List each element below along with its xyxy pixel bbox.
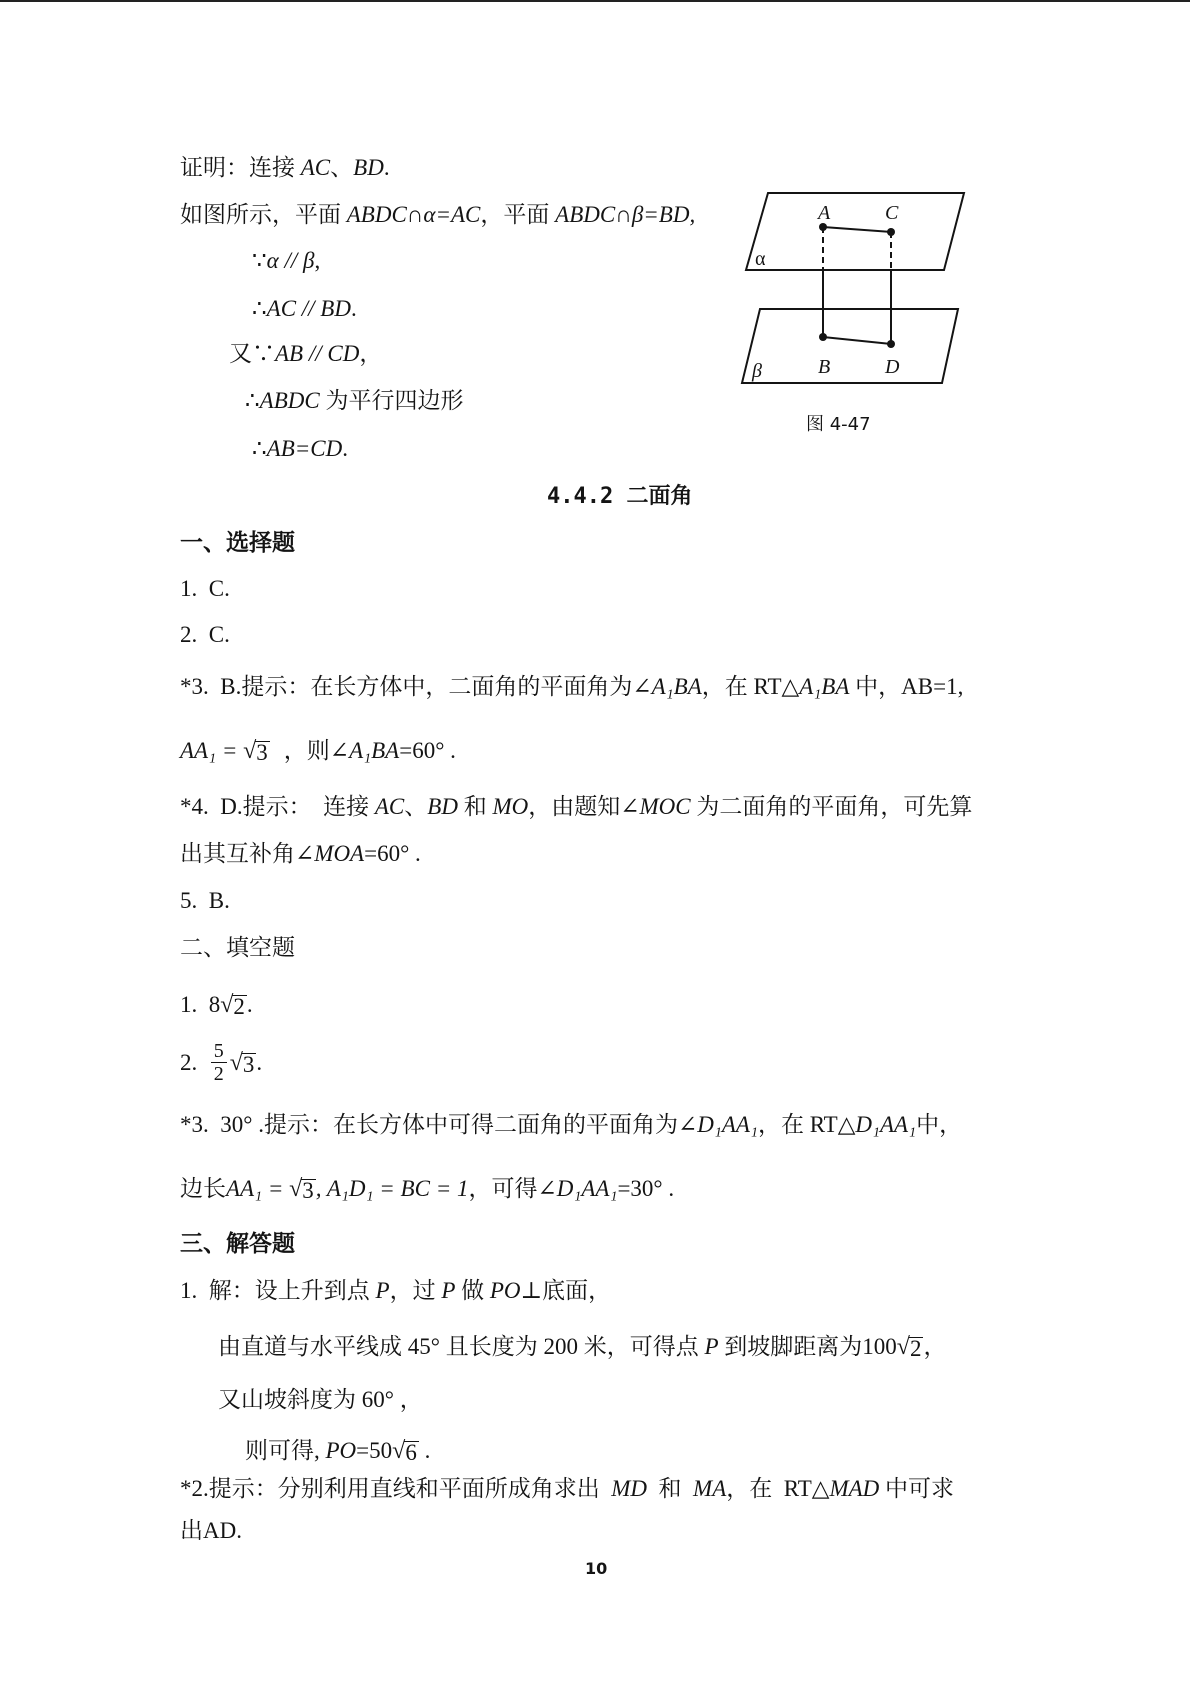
- text: 出AD.: [180, 1518, 242, 1543]
- math-expr: MO: [492, 794, 529, 819]
- choice-answer-5: [180, 886, 230, 916]
- sqrt-expr: [243, 738, 270, 764]
- text: .: [342, 436, 348, 461]
- text: 如图所示，平面: [180, 202, 347, 227]
- math-expr: MD: [611, 1476, 648, 1501]
- radical-sign: √: [220, 992, 234, 1018]
- text: 2. C.: [180, 622, 230, 647]
- parallel-planes-figure: [735, 185, 970, 395]
- text: 1. 解：设上升到点: [180, 1278, 376, 1303]
- proof-line-4: [252, 294, 357, 324]
- text: 和: [647, 1476, 694, 1501]
- segment-bd: [823, 337, 891, 344]
- math-expr: MA: [693, 1476, 727, 1501]
- math-expr: BD: [353, 155, 384, 180]
- sqrt-expr: [230, 1050, 257, 1076]
- math-expr: A₁BA: [799, 674, 850, 699]
- choice-answer-4-line-2: [180, 839, 421, 869]
- segment-ac: [823, 227, 891, 232]
- text: =60° .: [399, 738, 456, 763]
- fill-answer-3-line-2: [180, 1174, 674, 1204]
- label-c: C: [885, 202, 899, 224]
- choice-answer-3-line-1: [180, 672, 963, 702]
- text: 出其互补角∠: [180, 841, 315, 866]
- text: ，则∠: [283, 738, 350, 763]
- text: ，可得∠: [468, 1176, 557, 1201]
- text: ，由题知∠: [528, 794, 640, 819]
- denominator: 2: [213, 1063, 224, 1085]
- text: 证明：连接: [180, 155, 301, 180]
- choice-answer-4-line-1: [180, 792, 972, 822]
- text: ，: [359, 341, 383, 366]
- text: 又∵: [229, 341, 275, 366]
- sqrt-expr: [392, 1438, 419, 1464]
- fill-answer-3-line-1: [180, 1110, 962, 1140]
- math-expr: AC // BD: [266, 296, 351, 321]
- solve-answer-2-line-2: [180, 1516, 242, 1546]
- math-expr: AA₁ =: [180, 738, 244, 763]
- proof-line-5: [229, 339, 382, 369]
- text: ⊥底面，: [520, 1278, 612, 1303]
- heading-text: 一、选择题: [180, 530, 295, 555]
- fill-answer-2: [180, 1040, 262, 1085]
- text: 为二面角的平面角，可先算: [690, 794, 973, 819]
- text: .: [246, 992, 253, 1017]
- text: *3. 30° .提示：在长方体中可得二面角的平面角为∠: [180, 1112, 698, 1137]
- text: .: [256, 1049, 263, 1075]
- heading-solve: [180, 1229, 295, 1259]
- text: 2.: [180, 1049, 209, 1075]
- text: ∵: [252, 248, 267, 273]
- radicand: 6: [405, 1440, 417, 1465]
- figure-caption: 图 4-47: [806, 414, 871, 435]
- proof-line-2: [180, 200, 695, 230]
- radicand: 2: [233, 994, 245, 1019]
- text: ∴: [252, 296, 267, 321]
- math-coefficient: 100: [862, 1334, 897, 1359]
- math-expr: , A₁D₁ = BC = 1: [315, 1176, 469, 1201]
- text: ，在 RT△: [757, 1112, 856, 1137]
- math-expr: AB // CD: [275, 341, 360, 366]
- label-d: D: [885, 356, 900, 378]
- math-expr: D₁AA₁: [697, 1112, 758, 1137]
- plane-alpha: [746, 193, 964, 270]
- text: .: [418, 1438, 431, 1463]
- heading-text: 三、解答题: [180, 1231, 295, 1256]
- radical-sign: √: [289, 1176, 303, 1202]
- proof-line-7: [252, 434, 348, 464]
- text: 做: [455, 1278, 490, 1303]
- math-expr: AC: [300, 155, 331, 180]
- text: =60° .: [364, 841, 421, 866]
- math-expr: ABDC∩α=AC: [346, 202, 481, 227]
- text: *4. D.提示： 连接: [180, 794, 375, 819]
- text: 为平行四边形: [319, 388, 464, 413]
- radical-sign: √: [896, 1334, 910, 1360]
- point-d: [887, 340, 895, 348]
- text: *3. B.提示：在长方体中，二面角的平面角为∠: [180, 674, 652, 699]
- solve-answer-1-line-1: [180, 1276, 611, 1306]
- numerator: 5: [211, 1040, 227, 1063]
- section-title: [547, 482, 692, 512]
- fraction: [211, 1040, 227, 1085]
- heading-text: 二、填空题: [180, 935, 295, 960]
- label-beta: β: [752, 360, 762, 382]
- plane-beta: [742, 309, 958, 383]
- text: ∴: [252, 436, 267, 461]
- math-expr: PO: [325, 1438, 357, 1463]
- text: 中可求: [879, 1476, 955, 1501]
- text: .: [350, 296, 357, 321]
- text: ，在 RT△: [701, 674, 800, 699]
- solve-answer-1-line-2: [218, 1332, 946, 1362]
- sqrt-expr: [220, 992, 247, 1018]
- text: ，: [923, 1334, 947, 1359]
- text: 到坡脚距离为: [718, 1334, 863, 1359]
- text: 1. C.: [180, 576, 230, 601]
- choice-answer-3-line-2: [180, 736, 456, 766]
- choice-answer-1: [180, 574, 230, 604]
- top-rule: [0, 0, 1190, 2]
- point-a: [819, 223, 827, 231]
- point-c: [887, 228, 895, 236]
- text: 、: [404, 794, 428, 819]
- math-expr: MAD: [829, 1476, 880, 1501]
- math-expr: P: [441, 1278, 456, 1303]
- text: 、: [330, 155, 354, 180]
- text: 由直道与水平线成 45° 且长度为 200 米，可得点: [218, 1334, 705, 1359]
- text: .: [383, 155, 390, 180]
- solve-answer-2-line-1: [180, 1474, 954, 1504]
- radicand: 3: [302, 1178, 314, 1203]
- text: 边长: [180, 1176, 226, 1201]
- radicand: 3: [256, 740, 268, 765]
- fill-answer-1: [180, 990, 253, 1020]
- math-expr: MOC: [639, 794, 691, 819]
- text: 中，AB=1,: [849, 674, 964, 699]
- solve-answer-1-line-4: [245, 1436, 430, 1466]
- text: 和: [457, 794, 493, 819]
- math-coefficient: 8: [208, 992, 221, 1017]
- label-alpha: α: [755, 248, 766, 270]
- proof-line-3: [252, 246, 320, 276]
- choice-answer-2: [180, 620, 230, 650]
- radical-sign: √: [392, 1438, 406, 1464]
- radicand: 3: [242, 1051, 255, 1077]
- label-b: B: [818, 356, 831, 378]
- text: =50: [356, 1438, 393, 1463]
- heading-choice: [180, 528, 295, 558]
- heading-fill: [180, 933, 295, 963]
- math-expr: D₁AA₁: [556, 1176, 618, 1201]
- point-b: [819, 333, 827, 341]
- text: =30° .: [617, 1176, 675, 1201]
- text: 又山坡斜度为 60° ，: [218, 1387, 423, 1412]
- section-title-text: 4.4.2 二面角: [547, 484, 693, 509]
- math-expr: ABDC: [259, 388, 320, 413]
- math-expr: ABDC∩β=BD,: [555, 202, 696, 227]
- math-expr: P: [375, 1278, 390, 1303]
- math-expr: MOA: [314, 841, 365, 866]
- math-expr: D₁AA₁: [855, 1112, 917, 1137]
- text: *2.提示：分别利用直线和平面所成角求出: [180, 1476, 612, 1501]
- text: 中，: [916, 1112, 963, 1137]
- text: 1.: [180, 992, 209, 1017]
- text: ，过: [389, 1278, 442, 1303]
- math-expr: AC: [374, 794, 405, 819]
- text: 5. B.: [180, 888, 230, 913]
- text: ，在 RT△: [726, 1476, 830, 1501]
- math-expr: PO: [489, 1278, 521, 1303]
- text: ,: [314, 248, 321, 273]
- sqrt-expr: [897, 1334, 924, 1360]
- radical-sign: √: [229, 1049, 243, 1076]
- radical-sign: √: [243, 738, 257, 764]
- text: ∴: [245, 388, 260, 413]
- math-expr: P: [704, 1334, 719, 1359]
- math-expr: A₁BA: [349, 738, 400, 763]
- proof-line-6: [245, 386, 463, 416]
- math-expr: BD: [427, 794, 458, 819]
- label-a: A: [818, 202, 831, 224]
- radicand: 2: [909, 1336, 922, 1361]
- proof-line-1: [180, 153, 390, 183]
- solve-answer-1-line-3: [218, 1385, 423, 1415]
- math-expr: α // β: [266, 248, 315, 273]
- text: ，平面: [480, 202, 556, 227]
- math-expr: A₁BA: [651, 674, 702, 699]
- sqrt-expr: [289, 1176, 316, 1202]
- page-number: 10: [585, 1559, 608, 1578]
- math-expr: AB=CD: [266, 436, 343, 461]
- text: 则可得,: [245, 1438, 326, 1463]
- math-expr: AA₁ =: [226, 1176, 290, 1201]
